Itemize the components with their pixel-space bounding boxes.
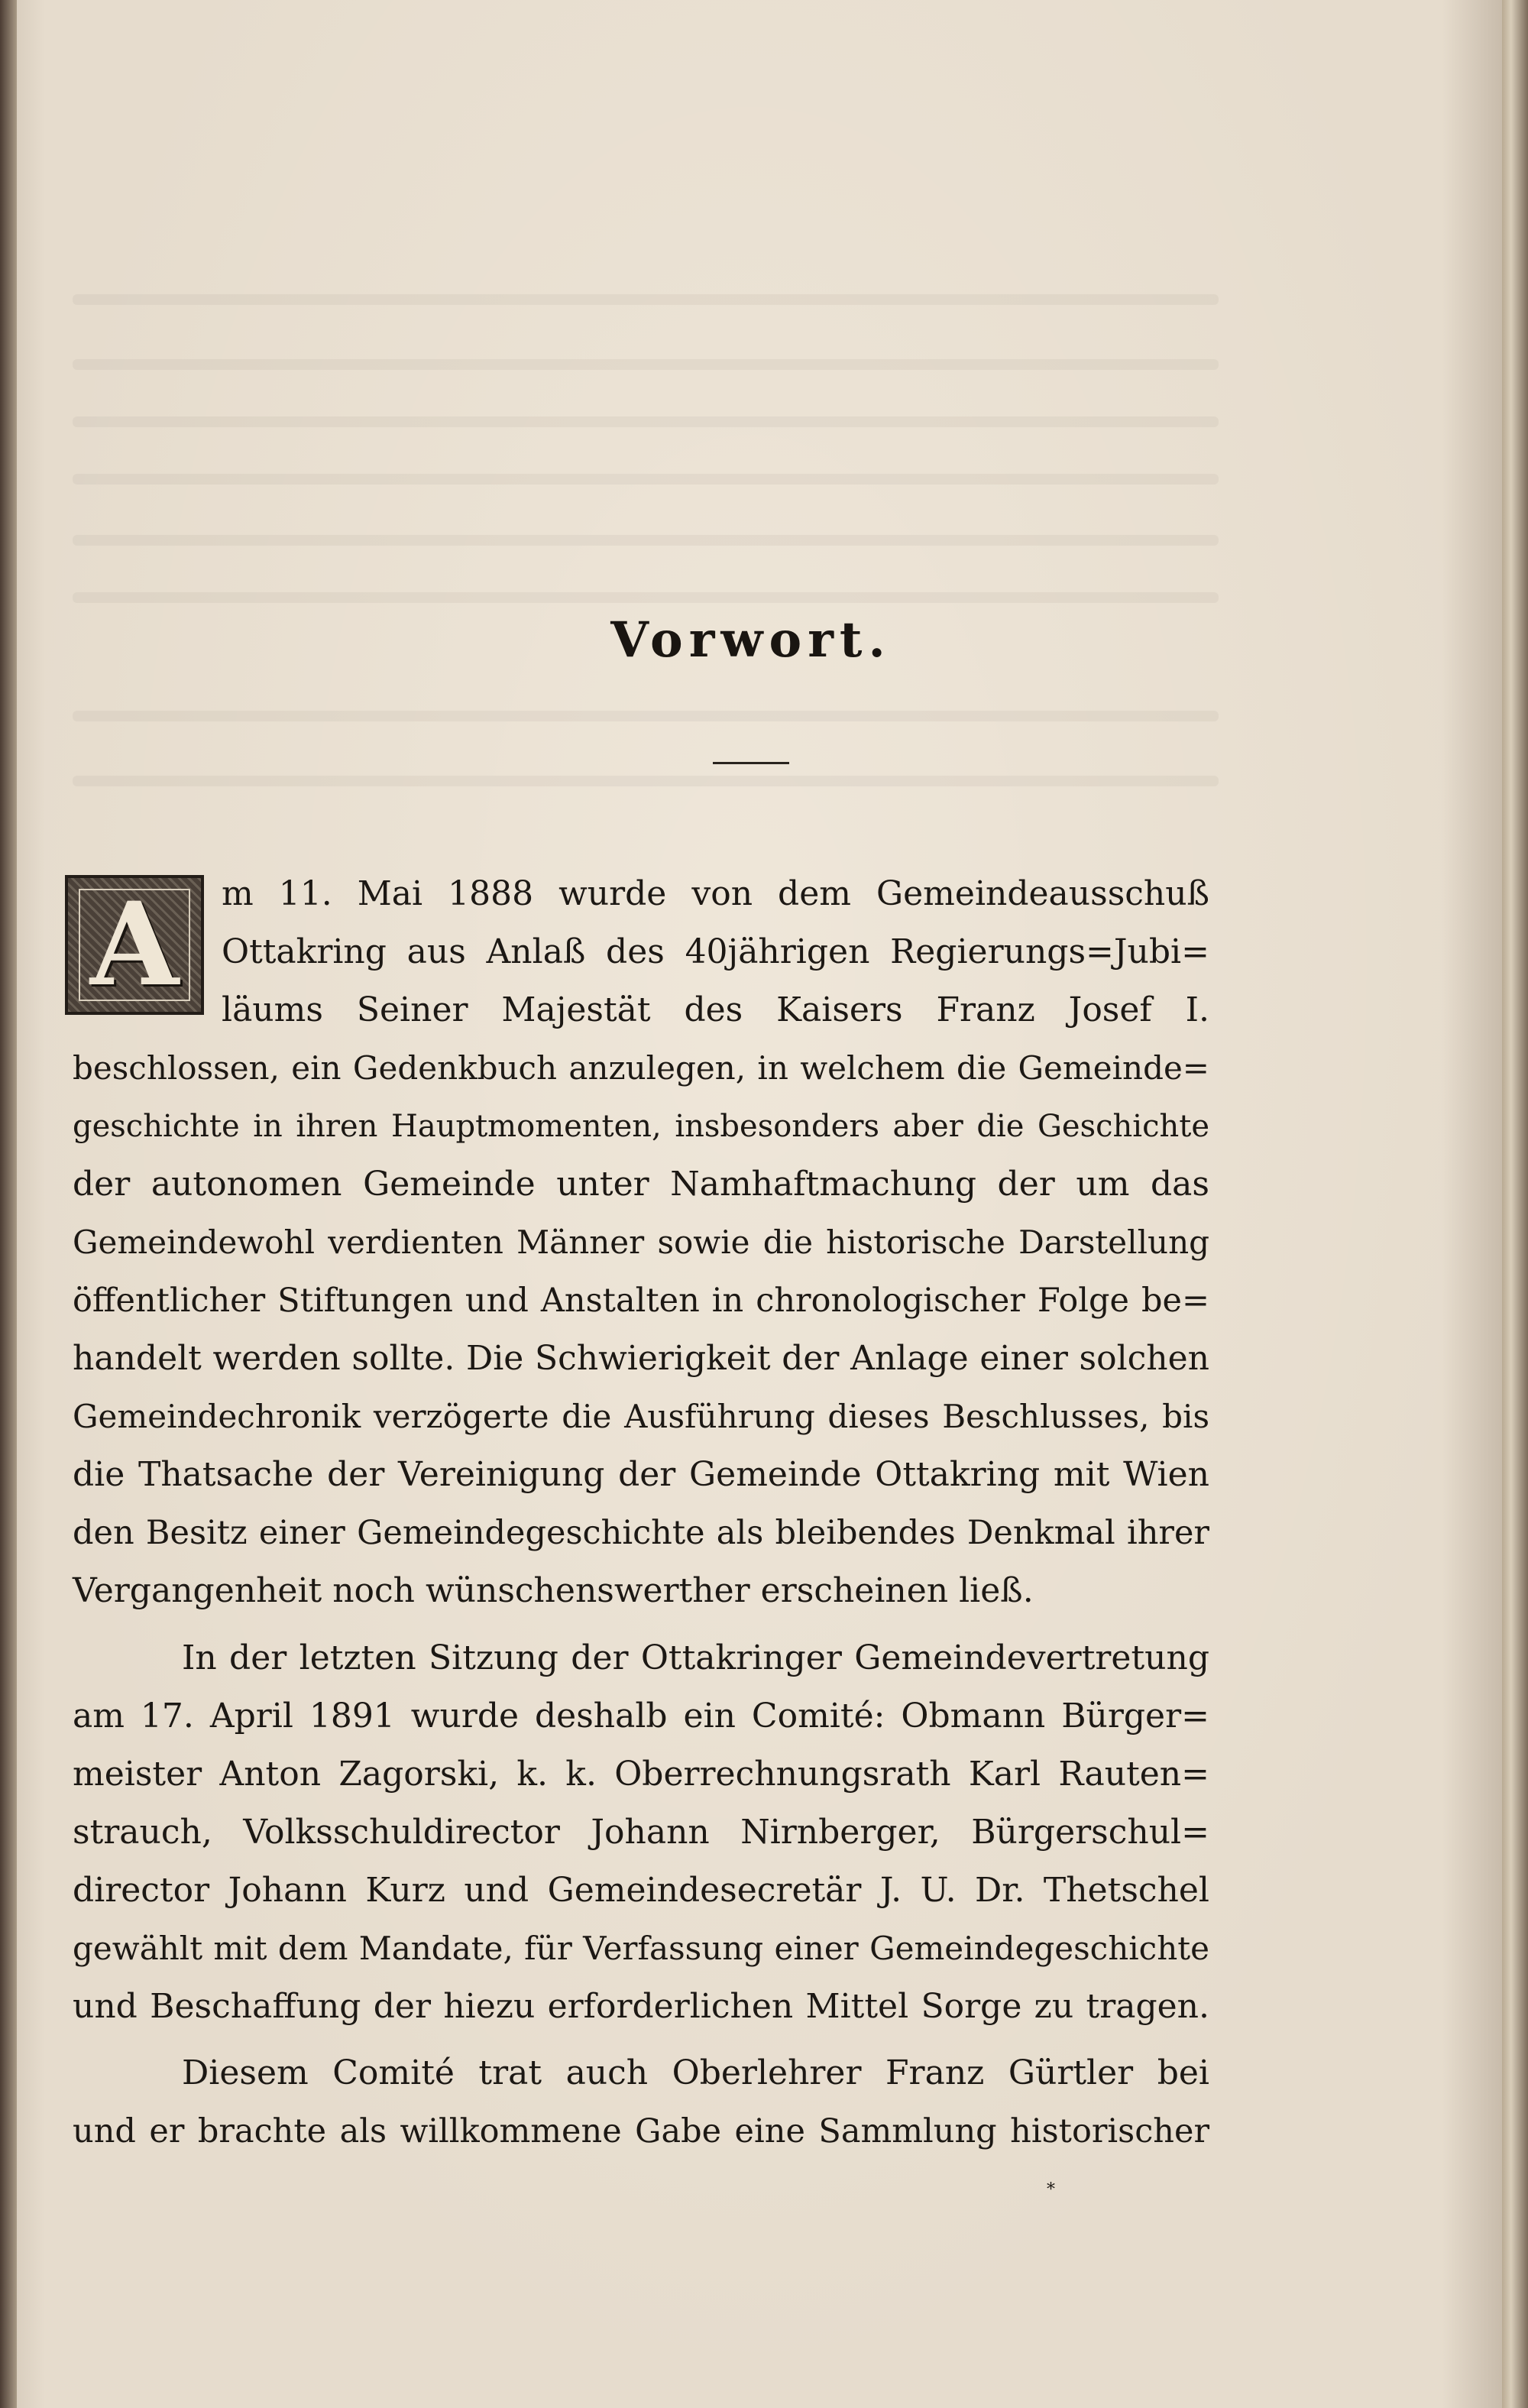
- page-title: Vorwort.: [610, 611, 892, 669]
- bleed-through-text: [73, 711, 1219, 721]
- text-line: director Johann Kurz und Gemeindesecretär J. U. Dr. Thetschel: [73, 1871, 1209, 1910]
- bleed-through-text: [73, 359, 1219, 370]
- bleed-through-text: [73, 535, 1219, 546]
- bleed-through-text: [73, 474, 1219, 485]
- page-binding-edge: [0, 0, 17, 2408]
- text-line: und Beschaffung der hiezu erforderlichen Mittel Sorge zu tragen.: [73, 1987, 1209, 2026]
- text-line: In der letzten Sitzung der Ottakringer Gemeindevertretung: [182, 1638, 1209, 1677]
- bleed-through-text: [73, 416, 1219, 427]
- text-line: m 11. Mai 1888 wurde von dem Gemeindeausschuß: [222, 874, 1209, 913]
- bleed-through-text: [73, 776, 1219, 786]
- drop-cap-letter: A: [89, 877, 180, 1012]
- text-line: öffentlicher Stiftungen und Anstalten in chronologischer Folge be=: [73, 1282, 1209, 1320]
- text-line: strauch, Volksschuldirector Johann Nirnberger, Bürgerschul=: [73, 1813, 1209, 1852]
- title-divider: [713, 762, 789, 764]
- text-line: beschlossen, ein Gedenkbuch anzulegen, in welchem die Gemeinde=: [73, 1049, 1209, 1087]
- bleed-through-text: [73, 592, 1219, 603]
- signature-mark: *: [1047, 2180, 1055, 2199]
- text-line: gewählt mit dem Mandate, für Verfassung einer Gemeindegeschichte: [73, 1930, 1209, 1967]
- bleed-through-text: [73, 294, 1219, 305]
- text-line: Gemeindewohl verdienten Männer sowie die historische Darstellung: [73, 1223, 1209, 1261]
- text-line: meister Anton Zagorski, k. k. Oberrechnungsrath Karl Rauten=: [73, 1755, 1209, 1794]
- text-line: und er brachte als willkommene Gabe eine Sammlung historischer: [73, 2112, 1209, 2150]
- text-line: läums Seiner Majestät des Kaisers Franz Josef I.: [222, 990, 1209, 1029]
- ornamental-drop-cap: [65, 875, 204, 1015]
- text-line: geschichte in ihren Hauptmomenten, insbesonders aber die Geschichte: [73, 1109, 1209, 1144]
- text-line: am 17. April 1891 wurde deshalb ein Comité: Obmann Bürger=: [73, 1697, 1209, 1736]
- text-line: Vergangenheit noch wünschenswerther erscheinen ließ.: [73, 1571, 1034, 1610]
- text-line: die Thatsache der Vereinigung der Gemeinde Ottakring mit Wien: [73, 1455, 1209, 1494]
- page-stack-edge: [1502, 0, 1528, 2408]
- text-line: Diesem Comité trat auch Oberlehrer Franz Gürtler bei: [182, 2053, 1209, 2092]
- text-line: Gemeindechronik verzögerte die Ausführung dieses Beschlusses, bis: [73, 1398, 1209, 1435]
- text-line: Ottakring aus Anlaß des 40jährigen Regierungs=Jubi=: [222, 932, 1209, 971]
- text-line: handelt werden sollte. Die Schwierigkeit der Anlage einer solchen: [73, 1339, 1209, 1378]
- text-line: den Besitz einer Gemeindegeschichte als bleibendes Denkmal ihrer: [73, 1514, 1209, 1552]
- text-line: der autonomen Gemeinde unter Namhaftmachung der um das: [73, 1165, 1209, 1204]
